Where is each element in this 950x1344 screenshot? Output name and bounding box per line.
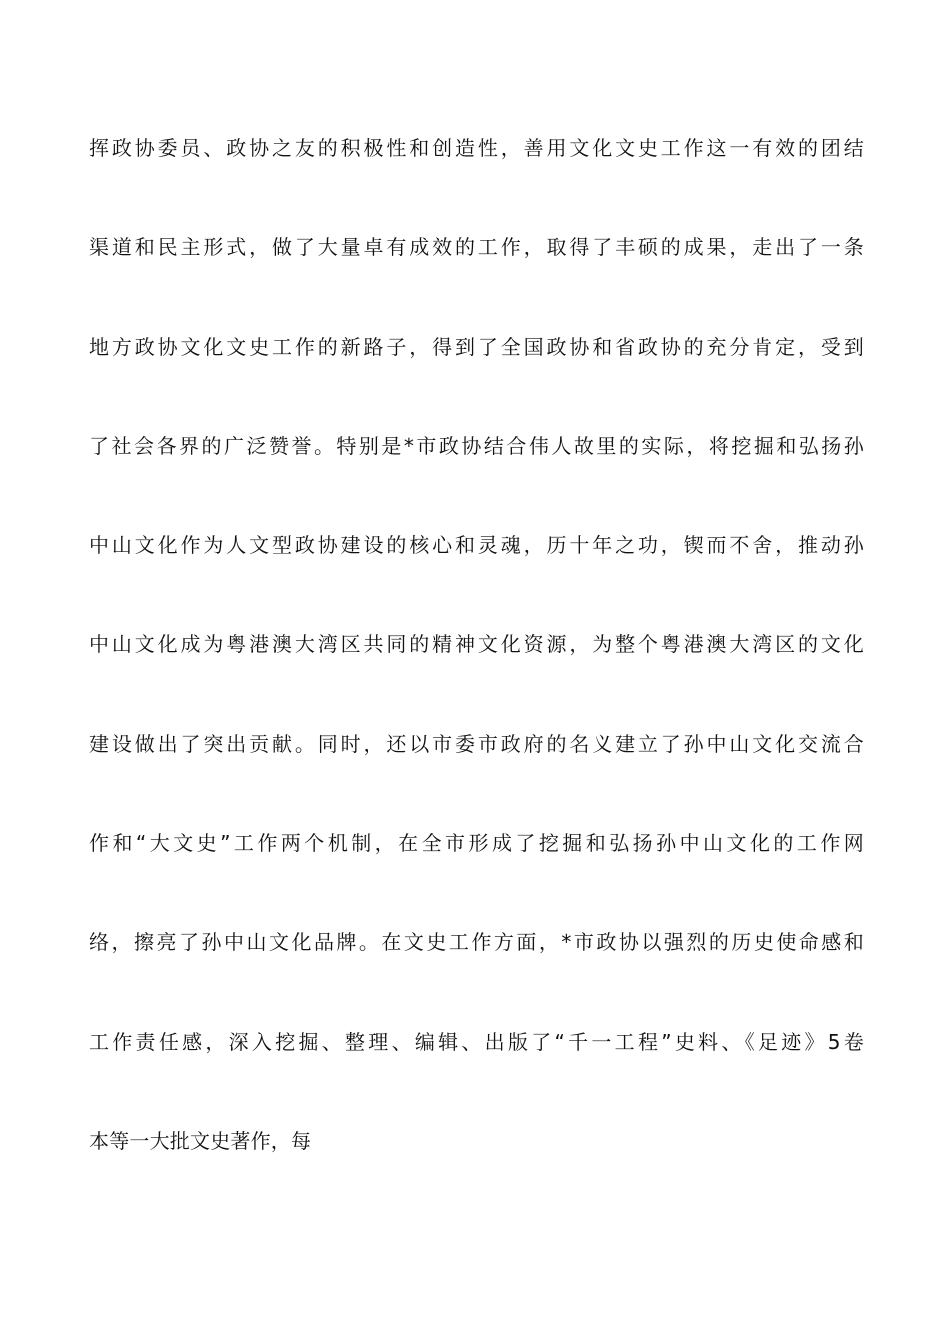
text-line-9: 络，擦亮了孙中山文化品牌。在文史工作方面，*市政协以强烈的历史使命感和 <box>89 930 864 955</box>
body-text <box>89 136 864 1228</box>
text-line-8: 作和“大文史”工作两个机制，在全市形成了挖掘和弘扬孙中山文化的工作网 <box>89 831 864 856</box>
text-line-11: 本等一大批文史著作，每 <box>89 1128 312 1153</box>
text-line-1: 挥政协委员、政协之友的积极性和创造性，善用文化文史工作这一有效的团结 <box>89 136 864 160</box>
text-line-2: 渠道和民主形式，做了大量卓有成效的工作，取得了丰硕的成果，走出了一条 <box>89 235 864 260</box>
text-line-6: 中山文化成为粤港澳大湾区共同的精神文化资源，为整个粤港澳大湾区的文化 <box>89 632 864 657</box>
text-line-7: 建设做出了突出贡献。同时，还以市委市政府的名义建立了孙中山文化交流合 <box>89 731 864 756</box>
text-line-4: 了社会各界的广泛赞誉。特别是*市政协结合伟人故里的实际，将挖掘和弘扬孙 <box>89 433 864 458</box>
text-line-10: 工作责任感，深入挖掘、整理、编辑、出版了“千一工程”史料、《足迹》5卷 <box>89 1029 864 1054</box>
text-line-3: 地方政协文化文史工作的新路子，得到了全国政协和省政协的充分肯定，受到 <box>89 334 864 359</box>
text-line-5: 中山文化作为人文型政协建设的核心和灵魂，历十年之功，锲而不舍，推动孙 <box>89 533 864 558</box>
